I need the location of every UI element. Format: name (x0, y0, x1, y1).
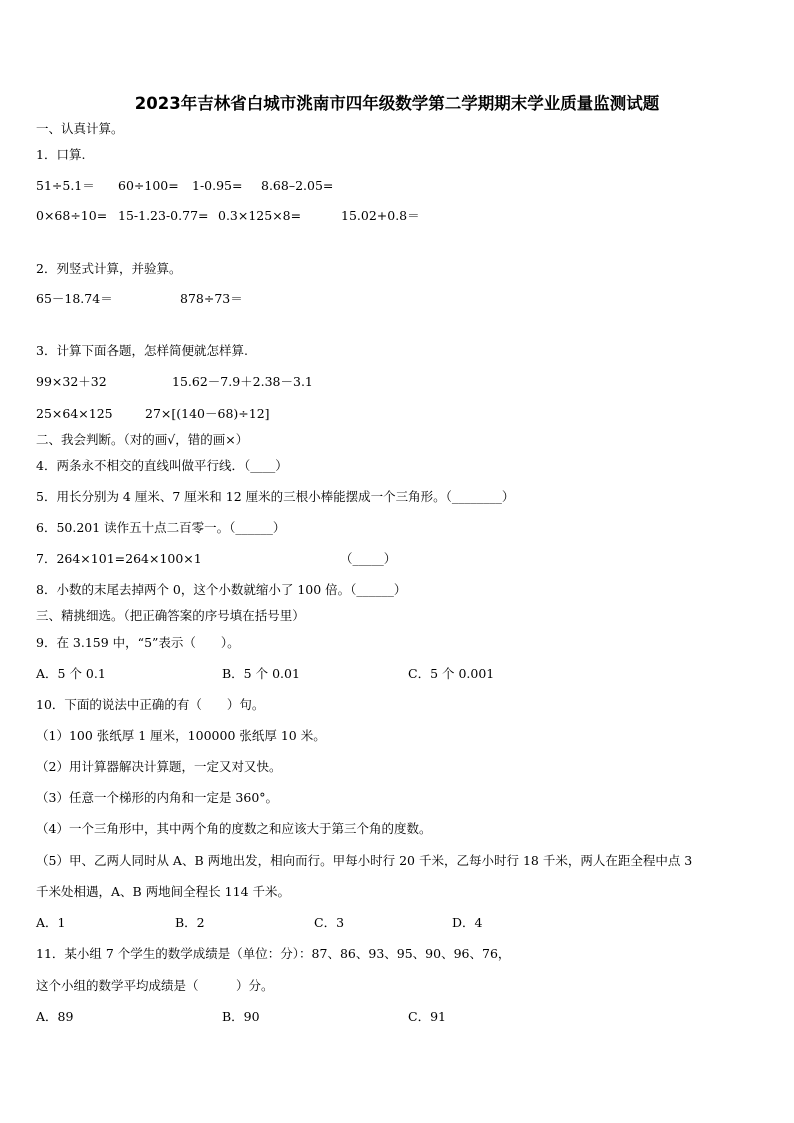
option-a: A．89 (36, 1009, 74, 1024)
oral-calc-item: 0.3×125×8= (218, 208, 302, 223)
question-11-stem-continued: 这个小组的数学平均成绩是（ ）分。 (36, 978, 274, 993)
option-a: A．1 (36, 915, 66, 930)
statement-2: （2）用计算器解决计算题，一定又对又快。 (36, 759, 282, 774)
question-2-label: 2．列竖式计算，并验算。 (36, 261, 182, 276)
question-5: 5．用长分别为 4 厘米、7 厘米和 12 厘米的三根小棒能摆成一个三角形。（________） (36, 489, 515, 504)
question-10-stem: 10．下面的说法中正确的有（ ）句。 (36, 697, 265, 712)
simplify-calc-item: 27×[(140－68)÷12] (145, 406, 270, 421)
question-1-label: 1．口算. (36, 147, 86, 162)
oral-calc-item: 15.02+0.8＝ (341, 208, 420, 223)
oral-calc-item: 15-1.23-0.77= (118, 208, 209, 223)
oral-calc-item: 51÷5.1＝ (36, 178, 95, 193)
simplify-calc-item: 15.62－7.9＋2.38－3.1 (172, 374, 313, 389)
question-4: 4．两条永不相交的直线叫做平行线．（____） (36, 458, 288, 473)
option-d: D．4 (452, 915, 483, 930)
vertical-calc-item: 65－18.74＝ (36, 291, 113, 306)
section-heading-3: 三、精挑细选。（把正确答案的序号填在括号里） (36, 608, 305, 623)
question-8: 8．小数的末尾去掉两个 0，这个小数就缩小了 100 倍。（______） (36, 582, 407, 597)
section-heading-1: 一、认真计算。 (36, 121, 124, 136)
page-title: 2023年吉林省白城市洮南市四年级数学第二学期期末学业质量监测试题 (134, 94, 660, 113)
question-3-label: 3．计算下面各题，怎样简便就怎样算. (36, 343, 248, 358)
answer-blank: （_____） (340, 551, 397, 566)
option-c: C．5 个 0.001 (408, 666, 495, 681)
question-7: 7．264×101=264×100×1 (36, 551, 202, 566)
oral-calc-item: 0×68÷10= (36, 208, 108, 223)
question-6: 6．50.201 读作五十点二百零一。（______） (36, 520, 286, 535)
oral-calc-item: 8.68–2.05= (261, 178, 334, 193)
option-c: C．3 (314, 915, 345, 930)
statement-5: （5）甲、乙两人同时从 A、B 两地出发，相向而行。甲每小时行 20 千米，乙每小时行 18 千米，两人在距全程中点 3 (36, 853, 693, 868)
option-a: A．5 个 0.1 (36, 666, 106, 681)
simplify-calc-item: 25×64×125 (36, 406, 113, 421)
question-9-stem: 9．在 3.159 中，“5”表示（ ）。 (36, 635, 240, 650)
question-11-stem: 11．某小组 7 个学生的数学成绩是（单位：分）：87、86、93、95、90、96、76， (36, 946, 511, 961)
option-b: B．90 (222, 1009, 260, 1024)
statement-3: （3）任意一个梯形的内角和一定是 360°。 (36, 790, 279, 805)
section-heading-2: 二、我会判断。（对的画√，错的画×） (36, 432, 249, 447)
oral-calc-item: 60÷100= (118, 178, 179, 193)
statement-5-continued: 千米处相遇，A、B 两地间全程长 114 千米。 (36, 884, 290, 899)
option-c: C．91 (408, 1009, 446, 1024)
oral-calc-item: 1-0.95= (192, 178, 243, 193)
option-b: B．2 (175, 915, 205, 930)
vertical-calc-item: 878÷73＝ (180, 291, 243, 306)
statement-4: （4）一个三角形中，其中两个角的度数之和应该大于第三个角的度数。 (36, 821, 432, 836)
simplify-calc-item: 99×32＋32 (36, 374, 107, 389)
statement-1: （1）100 张纸厚 1 厘米，100000 张纸厚 10 米。 (36, 728, 326, 743)
option-b: B．5 个 0.01 (222, 666, 300, 681)
